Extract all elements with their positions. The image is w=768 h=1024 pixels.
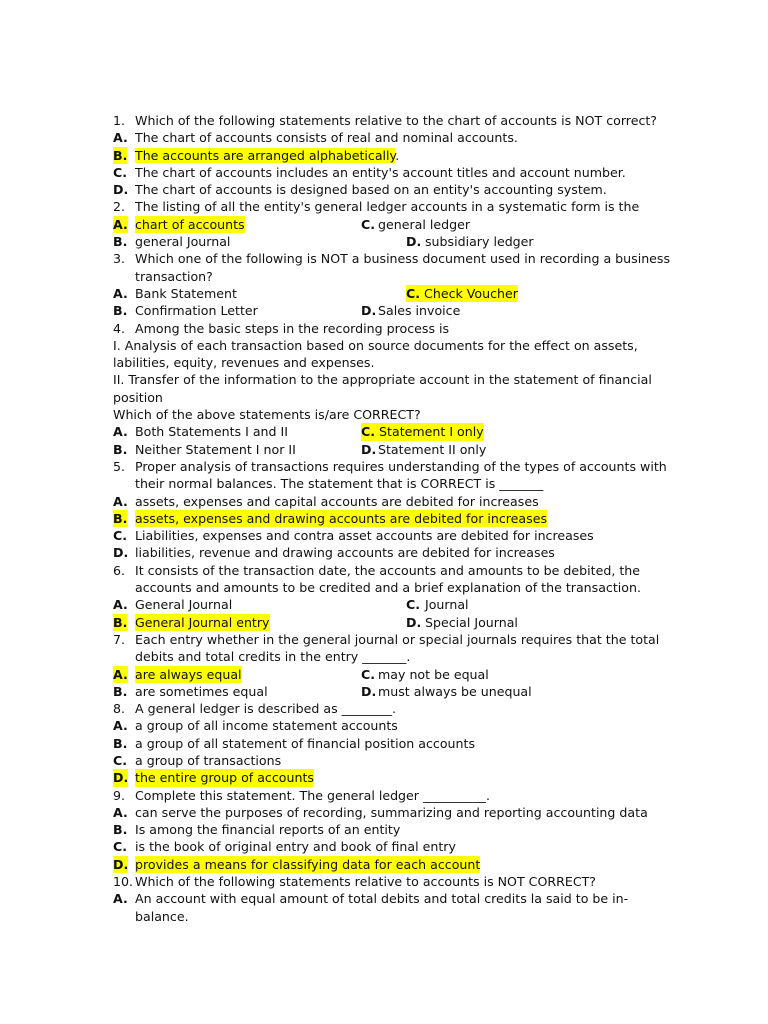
option-letter: A. — [113, 597, 128, 613]
option-text: Is among the financial reports of an entity — [135, 822, 401, 838]
option-5a — [113, 493, 673, 510]
question-9 — [113, 787, 673, 804]
option-5b — [113, 510, 673, 527]
highlighted-answer: Check Voucher — [424, 285, 518, 301]
highlighted-answer: chart of accounts — [135, 216, 245, 232]
question-text: A general ledger is described as ________. — [135, 701, 397, 717]
option-8b — [113, 735, 673, 752]
question-3-cont — [113, 268, 673, 285]
option-letter: B. — [113, 735, 128, 751]
question-text: transaction? — [135, 268, 213, 284]
question-number: 9. — [113, 787, 126, 803]
option-1a — [113, 129, 673, 146]
option-text: Special Journal — [425, 614, 518, 630]
options-3-row2 — [113, 302, 673, 319]
option-letter: C. — [361, 666, 376, 682]
highlighted-answer: the entire group of accounts — [135, 770, 314, 786]
options-2-row1 — [113, 216, 673, 233]
option-letter: D. — [113, 856, 129, 872]
option-text: The chart of accounts is designed based on an entity's accounting system. — [135, 182, 607, 198]
question-number: 5. — [113, 458, 126, 474]
option-letter: A. — [113, 666, 128, 682]
option-1c — [113, 164, 673, 181]
option-5c — [113, 527, 673, 544]
question-text: Complete this statement. The general ledger __________. — [135, 787, 490, 803]
option-letter: B. — [113, 441, 128, 457]
statement-1 — [113, 337, 673, 354]
question-text: Among the basic steps in the recording process is — [135, 320, 450, 336]
option-text: liabilities, revenue and drawing accounts are debited for increases — [135, 545, 555, 561]
option-text: Statement II only — [378, 441, 487, 457]
option-letter: C. — [113, 752, 128, 768]
option-letter: D. — [406, 234, 422, 250]
option-5d — [113, 544, 673, 561]
option-letter: D. — [406, 614, 422, 630]
option-8a — [113, 717, 673, 734]
option-1d — [113, 181, 673, 198]
question-6-cont — [113, 579, 673, 596]
question-5 — [113, 458, 673, 475]
option-letter: A. — [113, 424, 128, 440]
option-text: general ledger — [378, 216, 471, 232]
question-3 — [113, 250, 673, 267]
option-text: Sales invoice — [378, 303, 461, 319]
option-10a — [113, 890, 673, 907]
highlighted-answer: assets, expenses and drawing accounts are debited for increases — [135, 510, 548, 526]
statement-text: II. Transfer of the information to the appropriate account in the statement of financial — [113, 372, 652, 388]
option-text: a group of all income statement accounts — [135, 718, 398, 734]
question-number: 6. — [113, 562, 126, 578]
highlighted-answer: are always equal — [135, 666, 242, 682]
option-letter: D. — [361, 441, 377, 457]
question-number: 7. — [113, 631, 126, 647]
option-letter: B. — [113, 234, 128, 250]
question-10 — [113, 873, 673, 890]
options-6-row1 — [113, 596, 673, 613]
options-2-row2 — [113, 233, 673, 250]
question-text: debits and total credits in the entry _______. — [135, 649, 411, 665]
option-text: Liabilities, expenses and contra asset accounts are debited for increases — [135, 528, 594, 544]
options-6-row2 — [113, 614, 673, 631]
question-4-ask — [113, 406, 673, 423]
option-letter: B. — [113, 822, 128, 838]
option-letter: C. — [361, 216, 376, 232]
option-letter: D. — [113, 182, 129, 198]
option-text: Neither Statement I nor II — [135, 441, 296, 457]
option-letter: B. — [113, 510, 128, 526]
option-letter: A. — [113, 493, 128, 509]
question-text: Which of the following statements relative to accounts is NOT CORRECT? — [135, 874, 596, 890]
option-text: Both Statements I and II — [135, 424, 288, 440]
question-number: 3. — [113, 251, 126, 267]
highlighted-answer: provides a means for classifying data for each account — [135, 856, 481, 872]
question-number: 1. — [113, 113, 126, 128]
option-text: Confirmation Letter — [135, 303, 258, 319]
option-9a — [113, 804, 673, 821]
options-3-row1 — [113, 285, 673, 302]
option-text: Bank Statement — [135, 285, 237, 301]
option-letter: B. — [113, 147, 128, 163]
options-4-row1 — [113, 423, 673, 440]
option-text: general Journal — [135, 234, 231, 250]
question-5-cont — [113, 475, 673, 492]
option-letter: A. — [113, 216, 128, 232]
option-letter: A. — [113, 130, 128, 146]
highlighted-answer: Statement I only — [379, 424, 484, 440]
question-number: 10. — [113, 874, 134, 890]
highlighted-answer: General Journal entry — [135, 614, 270, 630]
option-9b — [113, 821, 673, 838]
option-text: subsidiary ledger — [425, 234, 534, 250]
question-7 — [113, 631, 673, 648]
option-letter: B. — [113, 683, 128, 699]
option-letter: C. — [113, 164, 128, 180]
option-10a-cont — [113, 908, 673, 925]
statement-2-cont — [113, 389, 673, 406]
option-text: may not be equal — [378, 666, 489, 682]
option-8c — [113, 752, 673, 769]
option-9c — [113, 838, 673, 855]
statement-text: I. Analysis of each transaction based on source documents for the effect on assets, — [113, 337, 638, 353]
option-text: are sometimes equal — [135, 683, 268, 699]
option-text: balance. — [135, 908, 189, 924]
question-text: Which one of the following is NOT a business document used in recording a business — [135, 251, 671, 267]
option-letter: C. — [361, 424, 376, 440]
question-text: Which of the above statements is/are CORRECT? — [113, 407, 421, 423]
question-text: their normal balances. The statement that is CORRECT is _______ — [135, 476, 544, 492]
option-text: must always be unequal — [378, 683, 532, 699]
option-letter: D. — [361, 683, 377, 699]
quiz-document — [113, 112, 673, 925]
question-number: 8. — [113, 701, 126, 717]
option-text: a group of all statement of financial position accounts — [135, 735, 476, 751]
question-4 — [113, 320, 673, 337]
option-letter: C. — [406, 285, 421, 301]
option-text: is the book of original entry and book of final entry — [135, 839, 456, 855]
option-letter: D. — [113, 545, 129, 561]
option-text: a group of transactions — [135, 752, 282, 768]
option-9d — [113, 856, 673, 873]
option-letter: C. — [113, 528, 128, 544]
question-number: 4. — [113, 320, 126, 336]
option-letter: D. — [361, 303, 377, 319]
option-text: Journal — [425, 597, 469, 613]
statement-text: labilities, equity, revenues and expenses. — [113, 355, 375, 371]
option-text: assets, expenses and capital accounts are debited for increases — [135, 493, 539, 509]
question-2 — [113, 198, 673, 215]
question-6 — [113, 562, 673, 579]
statement-2 — [113, 371, 673, 388]
highlighted-answer: The accounts are arranged alphabetically — [135, 147, 396, 163]
option-text: The chart of accounts consists of real and nominal accounts. — [135, 130, 518, 146]
question-text: Proper analysis of transactions requires understanding of the types of accounts with — [135, 458, 667, 474]
option-letter: C. — [406, 597, 421, 613]
option-letter: B. — [113, 614, 128, 630]
option-letter: D. — [113, 770, 129, 786]
statement-text: position — [113, 389, 163, 405]
question-text: accounts and amounts to be credited and a brief explanation of the transaction. — [135, 580, 641, 596]
options-7-row2 — [113, 683, 673, 700]
option-letter: B. — [113, 303, 128, 319]
option-text: can serve the purposes of recording, summarizing and reporting accounting data — [135, 804, 648, 820]
option-letter: A. — [113, 718, 128, 734]
option-1b — [113, 147, 673, 164]
question-7-cont — [113, 648, 673, 665]
option-suffix: . — [395, 147, 400, 163]
question-text: It consists of the transaction date, the accounts and amounts to be debited, the — [135, 562, 640, 578]
question-text: Which of the following statements relative to the chart of accounts is NOT correct? — [135, 113, 657, 128]
option-letter: A. — [113, 285, 128, 301]
question-8 — [113, 700, 673, 717]
option-text: An account with equal amount of total debits and total credits la said to be in- — [135, 891, 629, 907]
option-letter: A. — [113, 804, 128, 820]
option-text: The chart of accounts includes an entity's account titles and account number. — [135, 164, 626, 180]
option-letter: A. — [113, 891, 128, 907]
options-7-row1 — [113, 666, 673, 683]
option-text: General Journal — [135, 597, 233, 613]
statement-1-cont — [113, 354, 673, 371]
question-text: The listing of all the entity's general ledger accounts in a systematic form is the — [135, 199, 640, 215]
question-text: Each entry whether in the general journal or special journals requires that the total — [135, 631, 660, 647]
question-number: 2. — [113, 199, 126, 215]
question-1 — [113, 112, 673, 129]
option-8d — [113, 769, 673, 786]
options-4-row2 — [113, 441, 673, 458]
option-letter: C. — [113, 839, 128, 855]
